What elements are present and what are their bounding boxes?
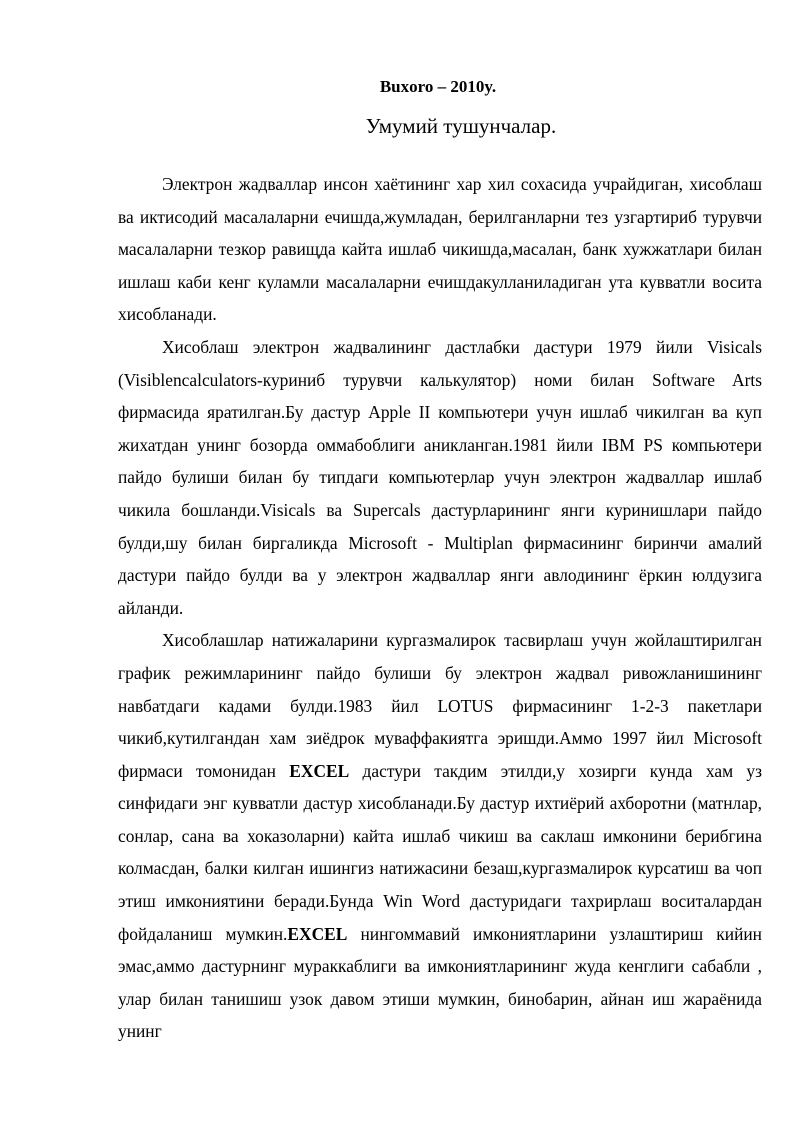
excel-emphasis-2: EXCEL (287, 923, 348, 944)
year-heading: Buxoro – 2010y. (379, 77, 497, 96)
paragraph-3-text-part-1: Хисоблашлар натижаларини кургазмалирок тасвирлаш учун жойлаштирилган график режимларининг пайдо булиши бу электрон жадвал ривожланишининг навбатдаги кадами булди.1983 йил LOTUS фирмасининг 1-2-3 пакетлари чикиб,кутилгандан хам зиёдрок муваффакиятга эришди.Аммо 1997 йил Microsoft фирмаси томонидан (118, 630, 762, 781)
excel-emphasis-1: EXCEL (289, 760, 350, 781)
body-text (118, 168, 762, 1048)
paragraph-3 (118, 624, 762, 1048)
paragraph-3-text-part-3: нингоммавий имкониятларини узлаштириш кийин эмас,аммо дастурнинг мураккаблиги ва имкониятларининг жуда кенглиги сабабли , улар билан танишиш узок давом этиши мумкин, бинобарин, айнан иш жараёнида унинг (118, 923, 762, 1042)
paragraph-2: Хисоблаш электрон жадвалининг дастлабки дастури 1979 йили Visicals (Visiblencalculators-куриниб турувчи калькулятор) номи билан Software Arts фирмасида яратилган.Бу дастур Apple II компьютери учун ишлаб чикилган ва куп жихатдан унинг бозорда оммабоблиги аникланган.1981 йили IBM PS компьютери пайдо булиши билан бу типдаги компьютерлар учун электрон жадваллар ишлаб чикила бошланди.Visicals ва Supercals дастурларининг янги куринишлари пайдо булди,шу билан биргаликда Microsoft - Multiplan фирмасининг биринчи амалий дастури пайдо булди ва у электрон жадваллар янги авлодининг ёркин юлдузига айланди. (118, 336, 762, 618)
paragraph-3-text-part-2: дастури такдим этилди,у хозирги кунда хам уз синфидаги энг кувватли дастур хисобланади.Бу дастур ихтиёрий ахборотни (матнлар, сонлар, сана ва хоказоларни) кайта ишлаб чикиш ва саклаш имконини берибгина колмасдан, балки килган ишингиз натижасини безаш,кургазмалирок курсатиш ва чоп этиш имкониятини беради.Бунда Win Word дастуридаги тахрирлаш воситалардан фойдаланиш мумкин. (118, 760, 762, 944)
page-title: Умумий тушунчалар. (365, 114, 557, 138)
paragraph-1: Электрон жадваллар инсон хаётининг хар хил сохасида учрайдиган, хисоблаш ва иктисодий масалаларни ечишда,жумладан, берилганларни тез узгартириб турувчи масалаларни тезкор равищда кайта ишлаб чикишда,масалан, банк хужжатлари билан ишлаш каби кенг куламли масалаларни ечишдакулланиладиган ута кувватли восита хисобланади. (118, 174, 762, 325)
